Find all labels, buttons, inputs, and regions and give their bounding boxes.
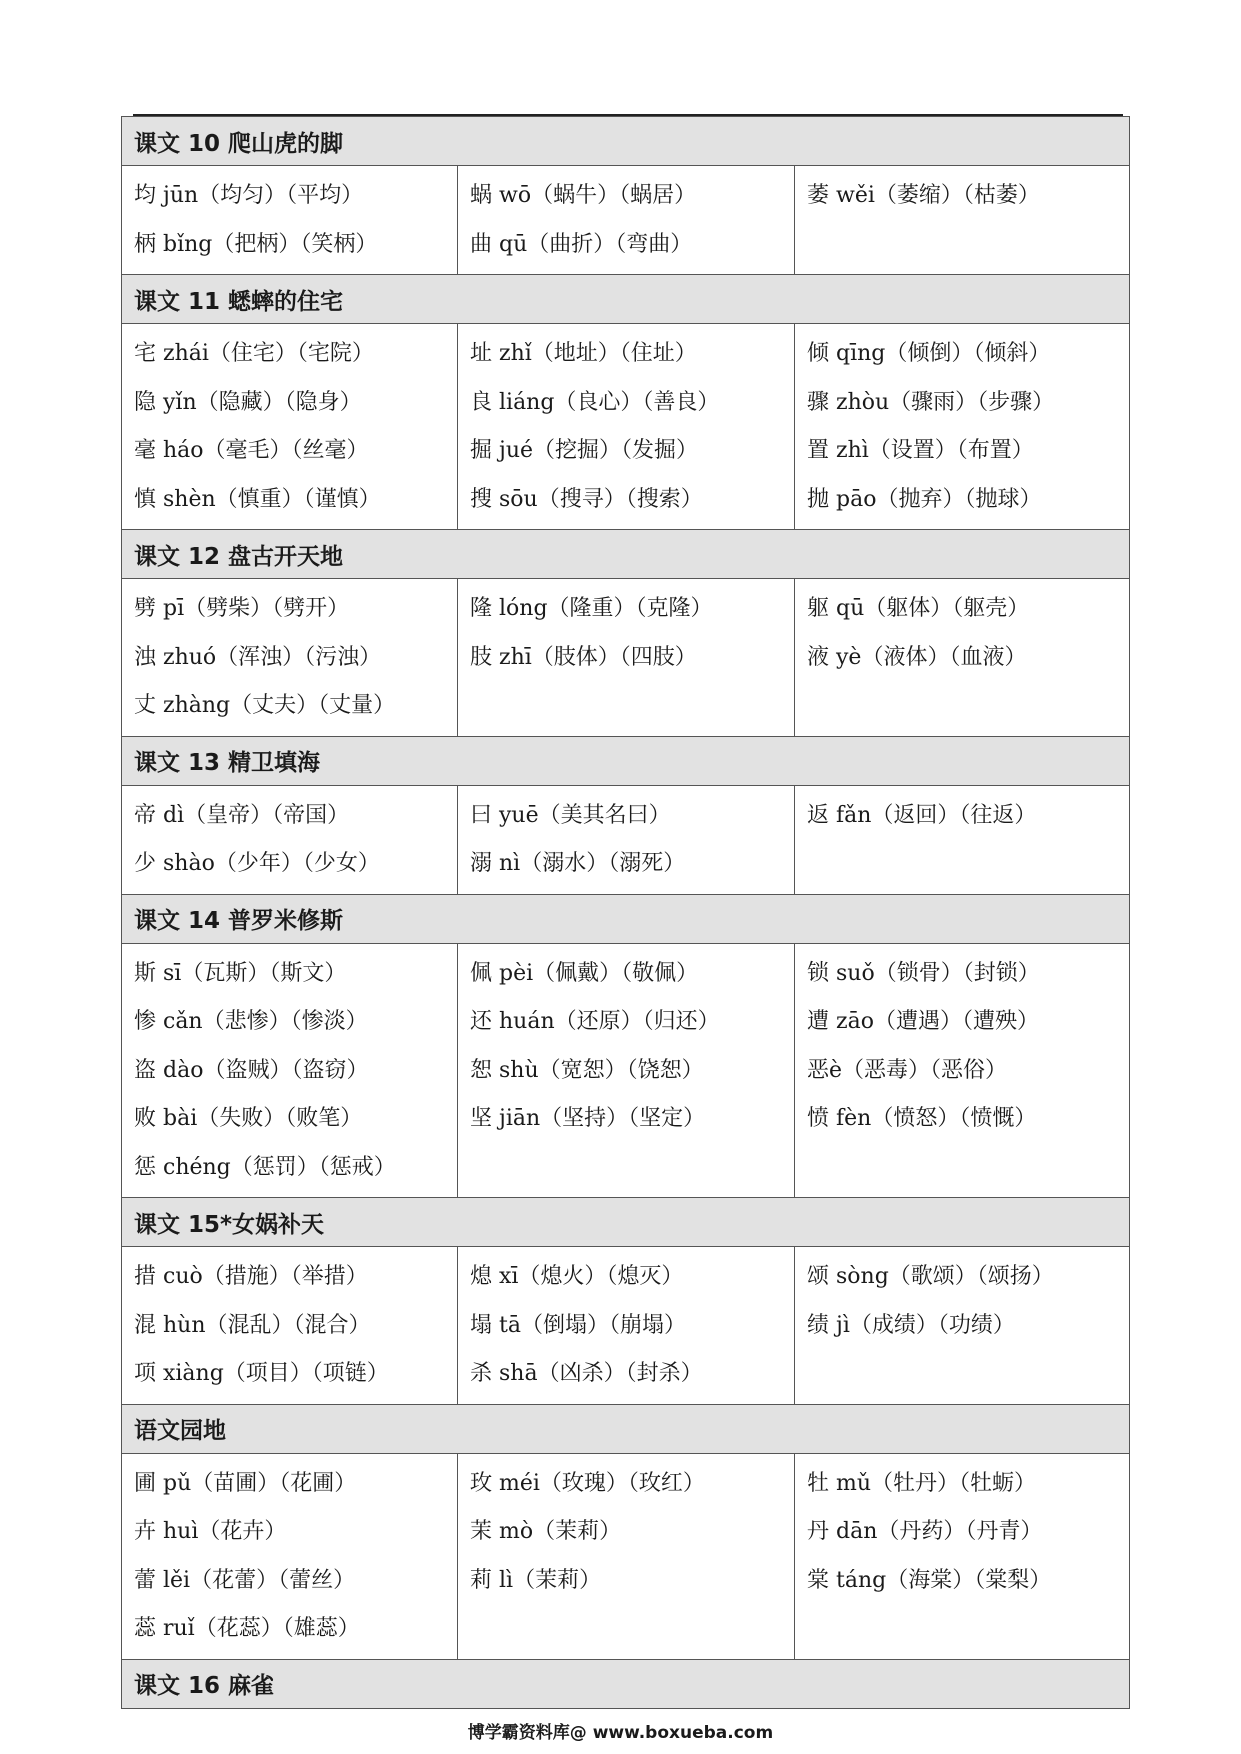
- lesson-words-row: [122, 785, 1130, 894]
- lesson-words-row: [122, 166, 1130, 275]
- word-entry: 曲 qū（曲折）（弯曲）: [470, 231, 693, 257]
- lesson-title: 课文 12 盘古开天地: [122, 530, 1130, 579]
- word-entry: 坚 jiān（坚持）（坚定）: [470, 1106, 706, 1131]
- word-entry: 佩 pèi（佩戴）（敬佩）: [470, 960, 699, 986]
- word-entry: 慎 shèn（慎重）（谨慎）: [134, 486, 381, 512]
- word-entry: 良 liáng（良心）（善良）: [470, 389, 720, 415]
- lesson-title: 课文 10 爬山虎的脚: [122, 117, 1130, 166]
- lesson-title: 课文 11 蟋蟀的住宅: [122, 275, 1130, 324]
- word-entry: 置 zhì（设置）（布置）: [807, 438, 1034, 463]
- word-entry: 均 jūn（均匀）（平均）: [134, 183, 364, 208]
- word-column: [795, 943, 1130, 1198]
- word-entry: 卉 huì（花卉）: [134, 1519, 287, 1544]
- word-entry: 惨 cǎn（悲惨）（惨淡）: [134, 1009, 368, 1034]
- word-entry: 恕 shù（宽恕）（饶恕）: [470, 1057, 704, 1083]
- word-entry: 恶è（恶毒）（恶俗）: [807, 1057, 1008, 1083]
- word-entry: 斯 sī（瓦斯）（斯文）: [134, 960, 347, 986]
- word-entry: 劈 pī（劈柴）（劈开）: [134, 596, 350, 621]
- word-entry: 曰 yuē（美其名曰）: [470, 802, 671, 828]
- word-entry: 柄 bǐng（把柄）（笑柄）: [134, 231, 378, 257]
- lesson-words-row: [122, 579, 1130, 737]
- word-column: [122, 1453, 458, 1659]
- word-entry: 圃 pǔ（苗圃）（花圃）: [134, 1470, 357, 1496]
- word-column: [795, 324, 1130, 530]
- word-entry: 败 bài（失败）（败笔）: [134, 1106, 363, 1131]
- word-entry: 蕾 lěi（花蕾）（蕾丝）: [134, 1567, 356, 1593]
- lesson-header-row: [122, 275, 1130, 324]
- word-entry: 杀 shā（凶杀）（封杀）: [470, 1361, 703, 1386]
- word-entry: 浊 zhuó（浑浊）（污浊）: [134, 644, 382, 670]
- word-entry: 帝 dì（皇帝）（帝国）: [134, 802, 350, 828]
- word-column: [122, 166, 458, 275]
- word-entry: 倾 qīng（倾倒）（倾斜）: [807, 341, 1051, 366]
- word-column: [458, 943, 795, 1198]
- word-entry: 萎 wěi（萎缩）（枯萎）: [807, 183, 1040, 208]
- lesson-title: 语文园地: [122, 1404, 1130, 1453]
- word-entry: 还 huán（还原）（归还）: [470, 1009, 720, 1034]
- word-entry: 丈 zhàng（丈夫）（丈量）: [134, 693, 396, 718]
- word-entry: 骤 zhòu（骤雨）（步骤）: [807, 389, 1055, 415]
- lesson-words-row: [122, 1247, 1130, 1405]
- lesson-header-row: [122, 736, 1130, 785]
- word-column: [795, 579, 1130, 737]
- lesson-header-row: [122, 894, 1130, 943]
- word-entry: 蜗 wō（蜗牛）（蜗居）: [470, 183, 697, 208]
- footer-watermark: 博学霸资料库@ www.boxueba.com: [467, 1723, 774, 1743]
- word-entry: 锁 suǒ（锁骨）（封锁）: [807, 960, 1040, 986]
- word-column: [122, 943, 458, 1198]
- word-entry: 址 zhǐ（地址）（住址）: [470, 341, 697, 366]
- word-entry: 丹 dān（丹药）（丹青）: [807, 1519, 1043, 1544]
- lesson-header-row: [122, 117, 1130, 166]
- word-column: [122, 785, 458, 894]
- lesson-header-row: [122, 1404, 1130, 1453]
- lesson-header-row: [122, 530, 1130, 579]
- word-entry: 熄 xī（熄火）（熄灭）: [470, 1264, 684, 1289]
- word-column: [458, 785, 795, 894]
- word-entry: 盗 dào（盗贼）（盗窃）: [134, 1057, 369, 1083]
- lesson-title: 课文 15*女娲补天: [122, 1198, 1130, 1247]
- lesson-title: 课文 13 精卫填海: [122, 736, 1130, 785]
- word-entry: 绩 jì（成绩）（功绩）: [807, 1312, 1015, 1338]
- lesson-words-row: [122, 943, 1130, 1198]
- word-column: [458, 324, 795, 530]
- word-entry: 玫 méi（玫瑰）（玫红）: [470, 1470, 705, 1496]
- word-entry: 宅 zhái（住宅）（宅院）: [134, 341, 374, 366]
- lesson-title: 课文 14 普罗米修斯: [122, 894, 1130, 943]
- word-column: [458, 166, 795, 275]
- word-entry: 混 hùn（混乱）（混合）: [134, 1312, 371, 1338]
- word-column: [458, 1453, 795, 1659]
- word-entry: 隆 lóng（隆重）（克隆）: [470, 596, 713, 621]
- word-column: [122, 1247, 458, 1405]
- word-entry: 肢 zhī（肢体）（四肢）: [470, 644, 697, 670]
- word-entry: 掘 jué（挖掘）（发掘）: [470, 438, 699, 463]
- word-column: [122, 579, 458, 737]
- word-entry: 莉 lì（茉莉）: [470, 1567, 602, 1593]
- word-column: [795, 166, 1130, 275]
- word-entry: 项 xiàng（项目）（项链）: [134, 1361, 389, 1386]
- word-entry: 液 yè（液体）（血液）: [807, 644, 1027, 670]
- word-entry: 茉 mò（茉莉）: [470, 1519, 622, 1544]
- word-column: [795, 1247, 1130, 1405]
- word-column: [795, 1453, 1130, 1659]
- word-entry: 棠 táng（海棠）（棠梨）: [807, 1567, 1052, 1593]
- word-entry: 愤 fèn（愤怒）（愤慨）: [807, 1106, 1037, 1131]
- vocabulary-table: [121, 116, 1130, 1709]
- word-column: [122, 324, 458, 530]
- word-entry: 少 shào（少年）（少女）: [134, 851, 380, 876]
- lesson-words-row: [122, 1453, 1130, 1659]
- word-entry: 溺 nì（溺水）（溺死）: [470, 851, 686, 876]
- word-entry: 遭 zāo（遭遇）（遭殃）: [807, 1009, 1039, 1034]
- lesson-words-row: [122, 324, 1130, 530]
- word-column: [795, 785, 1130, 894]
- word-entry: 塌 tā（倒塌）（崩塌）: [470, 1312, 686, 1338]
- word-entry: 躯 qū（躯体）（躯壳）: [807, 596, 1030, 621]
- word-entry: 牡 mǔ（牡丹）（牡蛎）: [807, 1470, 1037, 1496]
- word-entry: 隐 yǐn（隐藏）（隐身）: [134, 389, 362, 415]
- lesson-title: 课文 16 麻雀: [122, 1659, 1130, 1708]
- lesson-header-row: [122, 1198, 1130, 1247]
- word-column: [458, 579, 795, 737]
- word-entry: 毫 háo（毫毛）（丝毫）: [134, 438, 369, 463]
- word-column: [458, 1247, 795, 1405]
- word-entry: 蕊 ruǐ（花蕊）（雄蕊）: [134, 1616, 360, 1641]
- lesson-header-row: [122, 1659, 1130, 1708]
- word-entry: 返 fǎn（返回）（往返）: [807, 802, 1037, 828]
- word-entry: 颂 sòng（歌颂）（颂扬）: [807, 1264, 1054, 1289]
- word-entry: 惩 chéng（惩罚）（惩戒）: [134, 1154, 396, 1180]
- word-entry: 搜 sōu（搜寻）（搜索）: [470, 486, 703, 512]
- word-entry: 措 cuò（措施）（举措）: [134, 1264, 368, 1289]
- word-entry: 抛 pāo（抛弃）（抛球）: [807, 486, 1042, 512]
